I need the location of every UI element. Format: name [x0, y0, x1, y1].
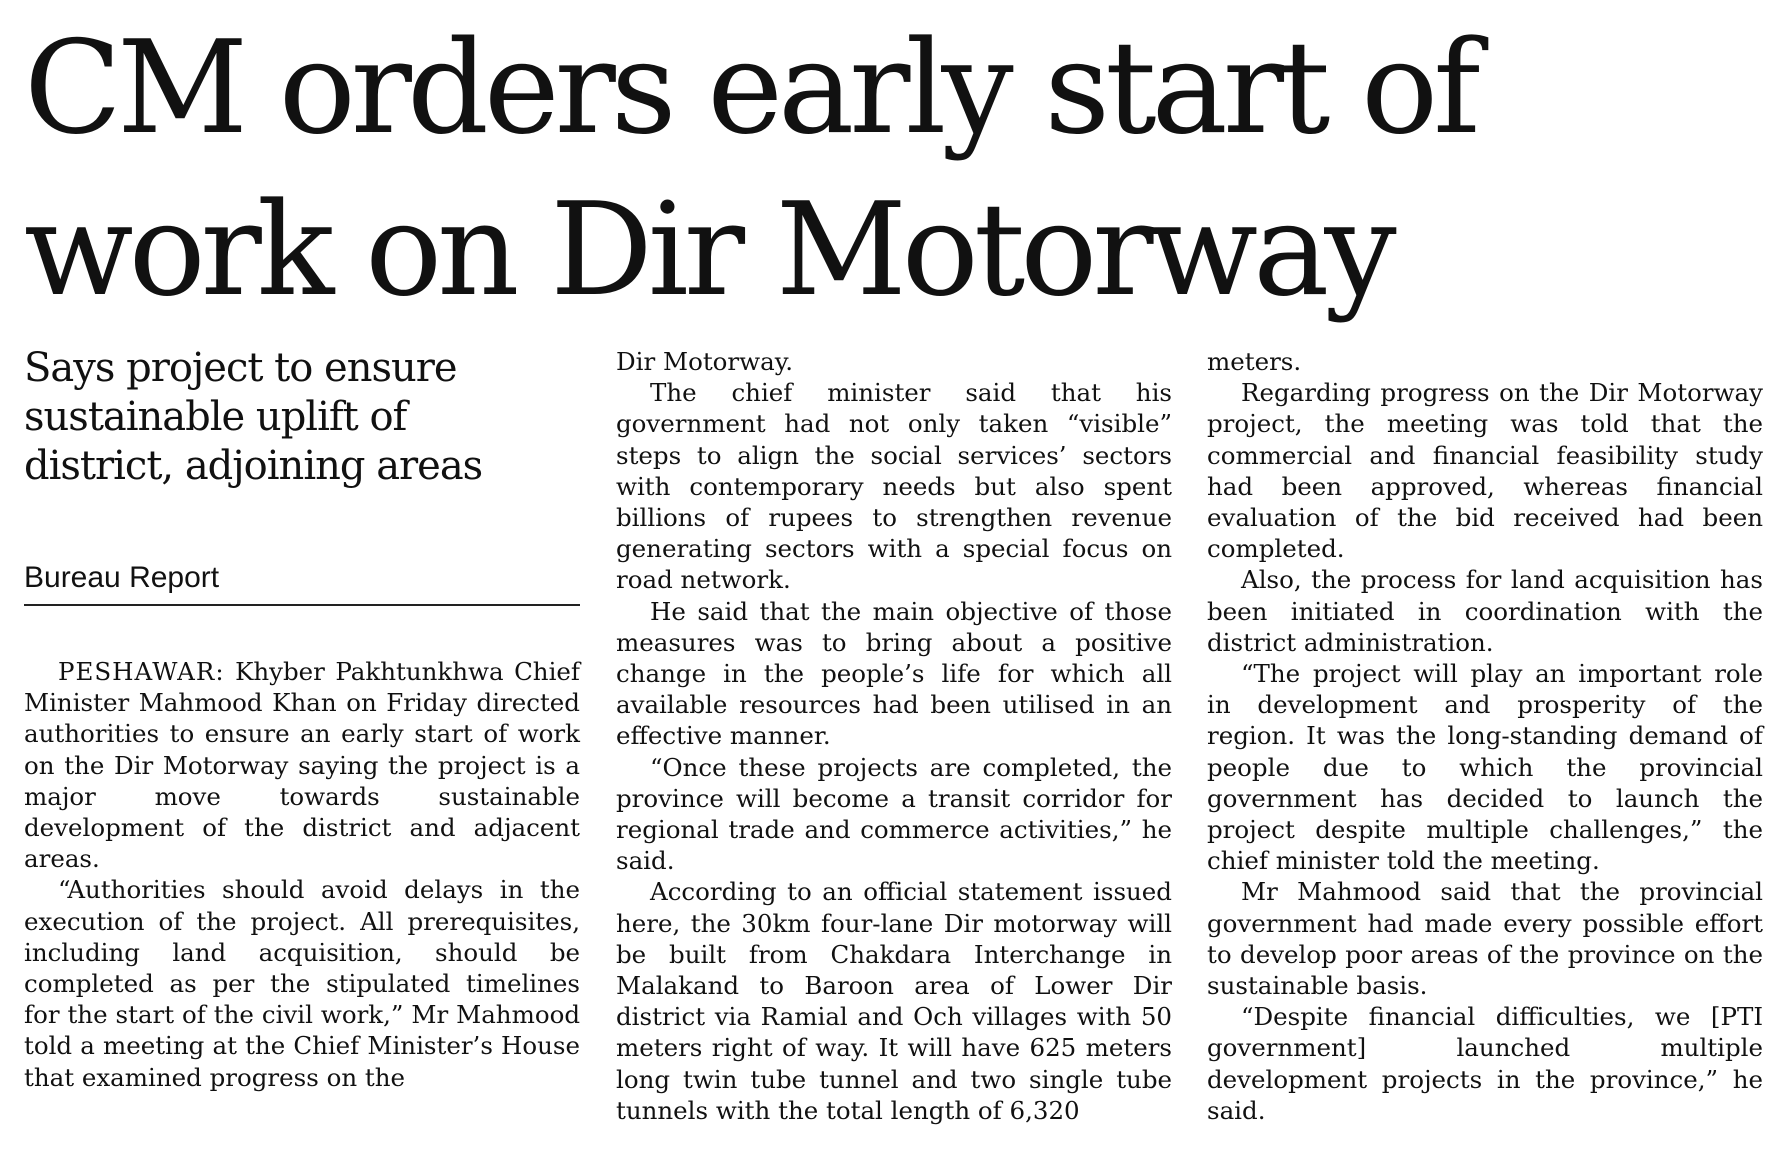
paragraph: Regarding progress on the Dir Motorway project, the meeting was told that the commercial and financial feasibility study had been approved, whereas financial evaluation of the bid received had been completed.	[1207, 378, 1763, 564]
paragraph: “Authorities should avoid delays in the execution of the project. All prerequisites, including land acquisition, should be completed as per the stipulated timelines for the start of the civil work,” Mr Mahmood told a meeting at the Chief Minister’s House that examined progress on the	[24, 875, 580, 1092]
article-column-2	[616, 346, 1172, 1126]
paragraph: The chief minister said that his government had not only taken “visible” steps to align the social services’ sectors with contemporary needs but also spent billions of rupees to strengthen revenue generating sectors with a special focus on road network.	[616, 378, 1172, 595]
headline-line-1: CM orders early start of	[24, 14, 1476, 163]
paragraph-text: Khyber Pakhtunkhwa Chief Minister Mahmood Khan on Friday directed authorities to ensure an early start of work on the Dir Motorway saying the project is a major move towards sustainable development of the district and adjacent areas.	[24, 657, 580, 874]
byline-divider	[24, 604, 580, 606]
subheadline-line-2: sustainable uplift of	[24, 394, 407, 440]
paragraph: He said that the main objective of those measures was to bring about a positive change in the people’s life for which all available resources had been utilised in an effective manner.	[616, 596, 1172, 751]
subheadline-line-3: district, adjoining areas	[24, 443, 483, 489]
paragraph-continued: meters.	[1207, 347, 1302, 376]
paragraph: Mr Mahmood said that the provincial government had made every possible effort to develop poor areas of the province on the sustainable basis.	[1207, 877, 1763, 1001]
paragraph-continued: Dir Motorway.	[616, 347, 794, 376]
article-column-3	[1207, 346, 1763, 1126]
paragraph	[24, 656, 580, 874]
byline: Bureau Report	[24, 561, 220, 594]
paragraph: “The project will play an important role in development and prosperity of the region. It was the long-standing demand of people due to which the provincial government has decided to launch the project despite multiple challenges,” the chief minister told the meeting.	[1207, 659, 1763, 876]
paragraph: Also, the process for land acquisition has been initiated in coordination with the district administration.	[1207, 565, 1763, 657]
paragraph: “Despite financial difficulties, we [PTI government] launched multiple development projects in the province,” he said.	[1207, 1002, 1763, 1125]
subheadline-line-1: Says project to ensure	[24, 345, 457, 391]
headline	[24, 8, 1764, 332]
dateline: PESHAWAR:	[58, 657, 225, 686]
headline-line-2: work on Dir Motorway	[24, 176, 1392, 325]
paragraph: “Once these projects are completed, the province will become a transit corridor for regional trade and commerce activities,” he said.	[616, 752, 1172, 876]
paragraph: According to an official statement issued here, the 30km four-lane Dir motorway will be built from Chakdara Interchange in Malakand to Baroon area of Lower Dir district via Ramial and Och villages with 50 meters right of way. It will have 625 meters long twin tube tunnel and two single tube tunnels with the total length of 6,320	[616, 877, 1172, 1125]
article-column-1	[24, 656, 580, 1093]
subheadline	[24, 344, 584, 491]
